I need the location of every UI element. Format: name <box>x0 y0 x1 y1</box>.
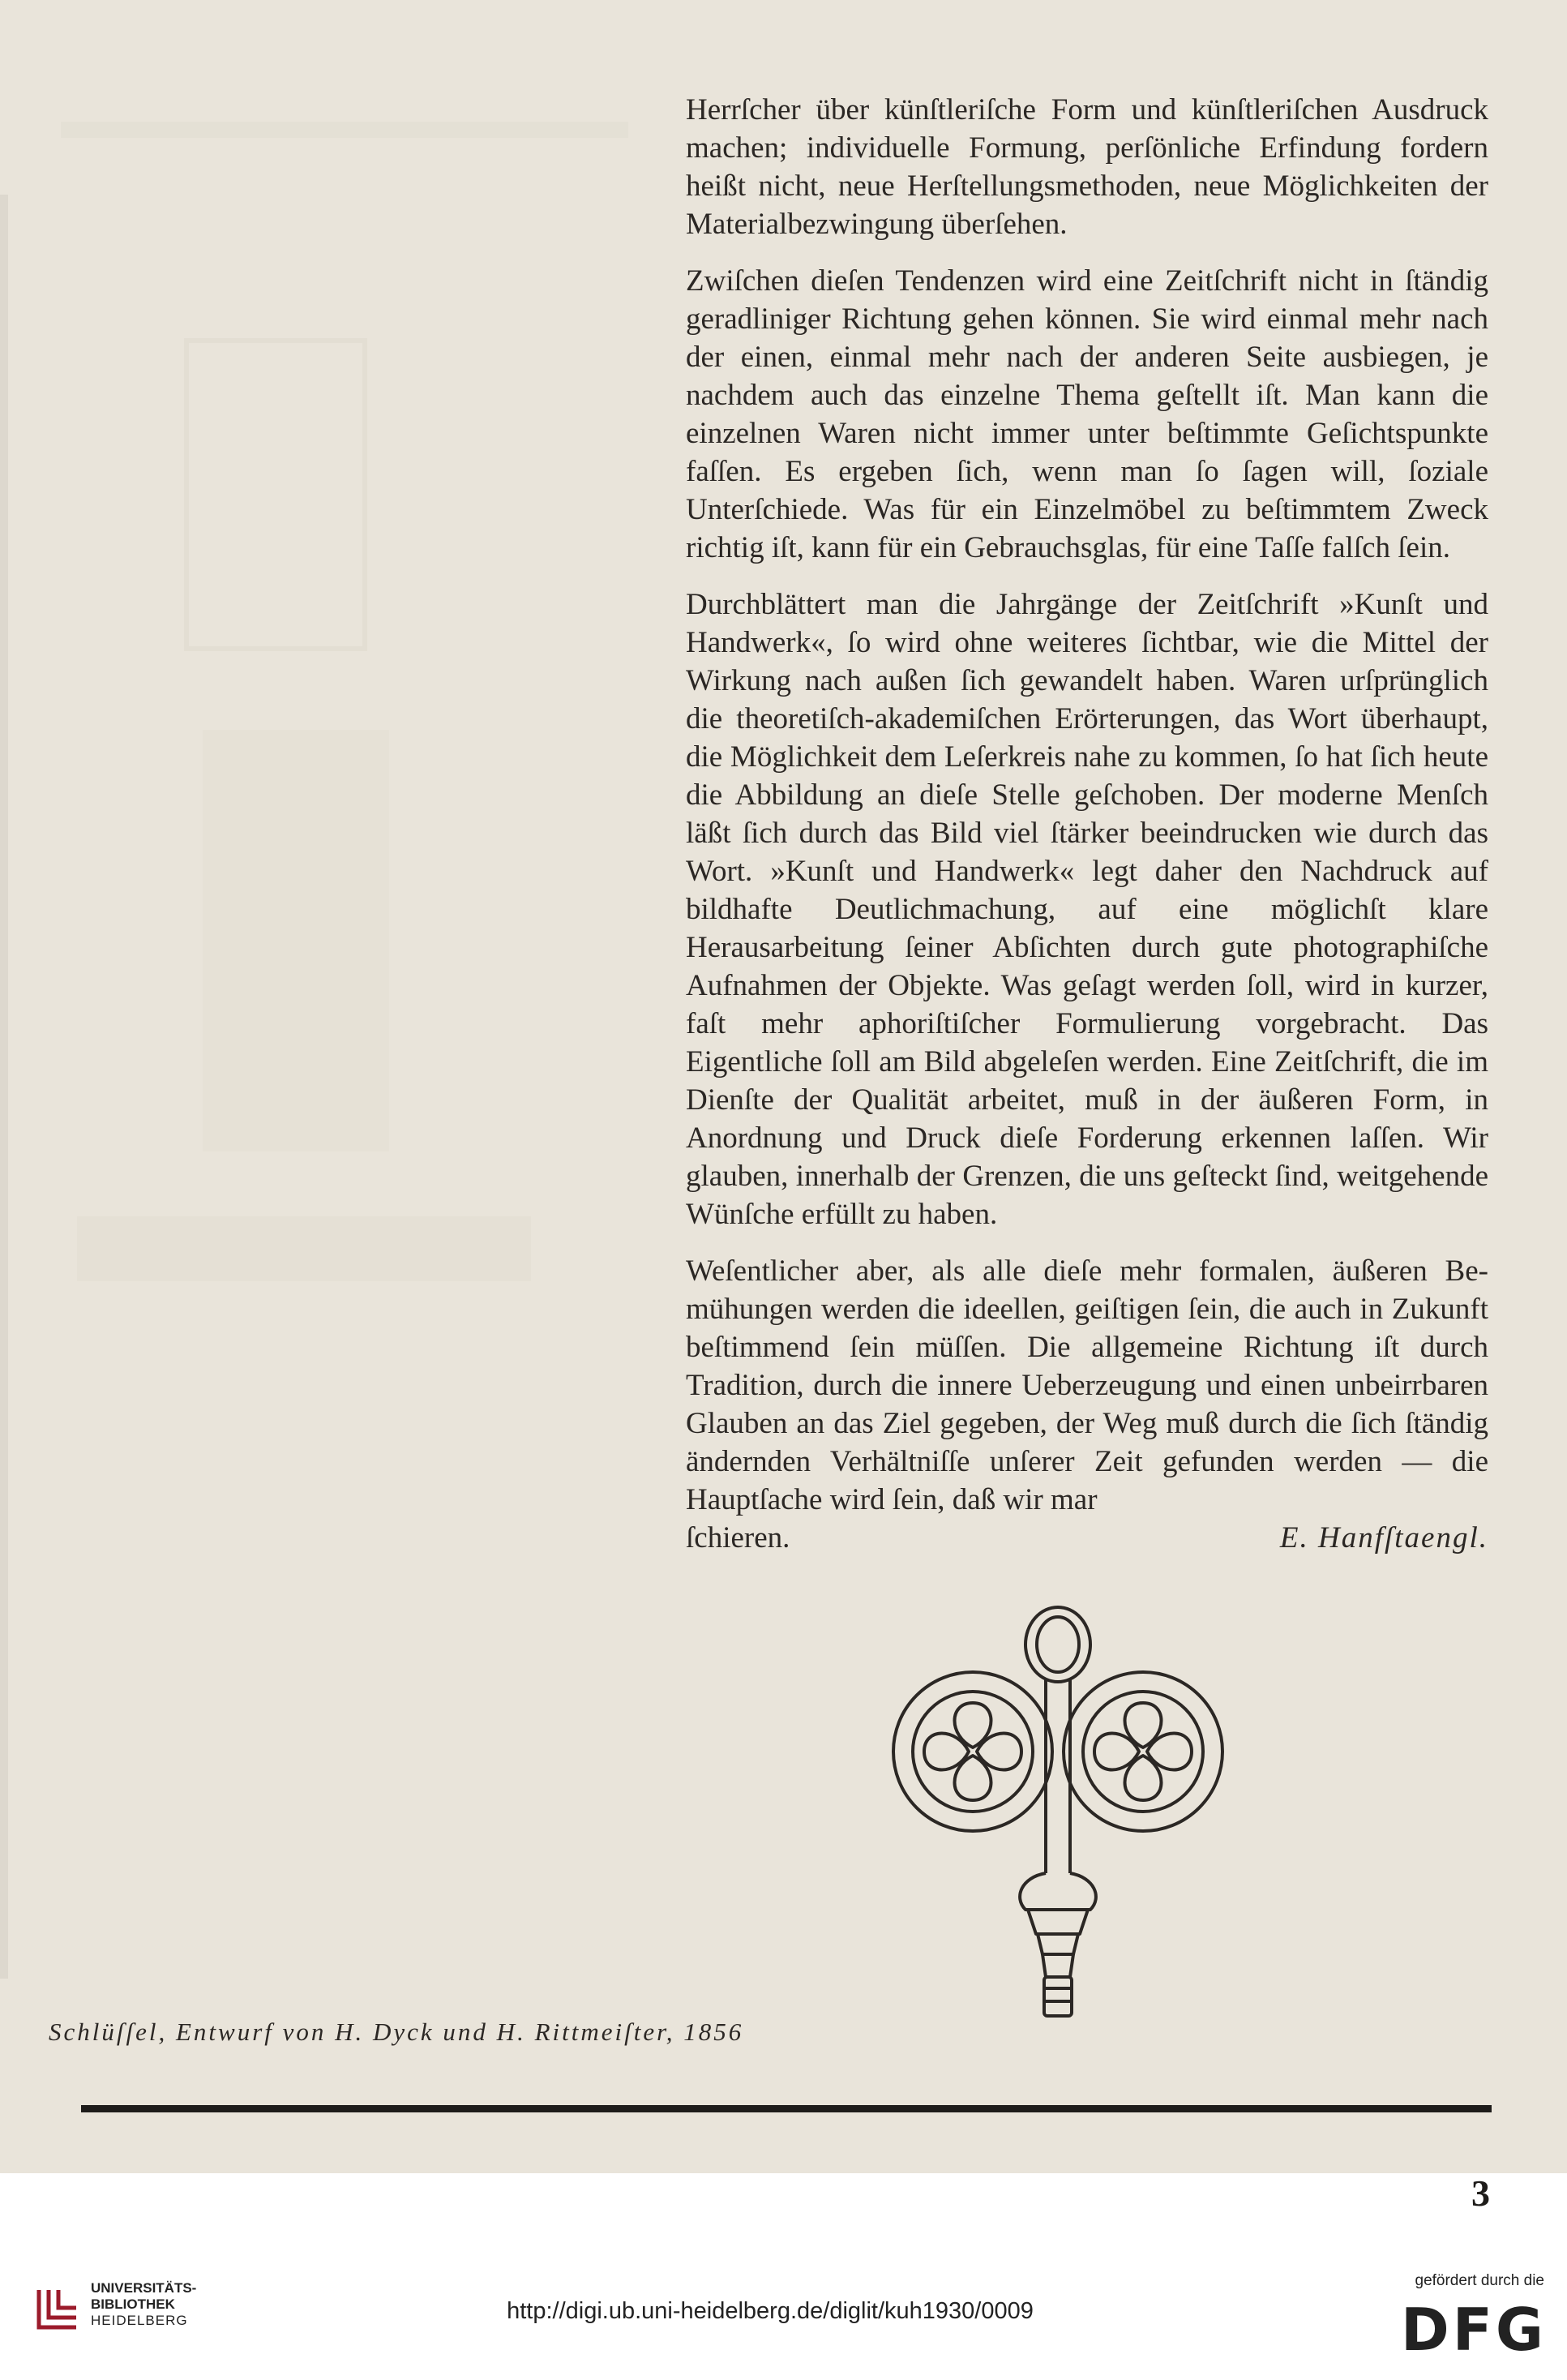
key-illustration <box>859 1606 1257 2027</box>
university-library-logo-icon <box>32 2284 83 2334</box>
article-paragraph: Zwiſchen dieſen Tendenzen wird eine Zeitſchrift nicht in ſtändig geradliniger Richtung gehen können. Sie wird einmal mehr nach der einen, einmal mehr nach der anderen Seite ausbiegen, je nachdem auch das einzelne Thema geſtellt iſt. Man kann die einzelnen Waren nicht immer unter beſtimmte Geſichtspunkte faſſen. Es ergeben ſich, wenn man ſo ſagen will, ſoziale Unterſchiede. Was für ein Einzelmöbel zu beſtimmtem Zweck richtig iſt, kann für ein Gebrauchsglas, für eine Taſſe falſch ſein. <box>686 264 1488 564</box>
author-signature: E. Hanfſtaengl. <box>1279 1521 1488 1555</box>
article-paragraph: Herrſcher über künſtleriſche Form und künſtleriſchen Ausdruck machen; individuelle Formung, perſönliche Erfindung fordern heißt nicht, neue Herſtellungsmethoden, neue Möglichkeiten der Materialbezwingung überſehen. <box>686 93 1488 241</box>
source-url-link[interactable]: http://digi.ub.uni-heidelberg.de/diglit/kuh1930/0009 <box>507 2298 1034 2324</box>
page-number: 3 <box>1471 2172 1490 2214</box>
article-paragraph: Durchblättert man die Jahrgänge der Zeitſchrift »Kunſt und Handwerk«, ſo wird ohne weiteres ſichtbar, wie die Mittel der Wirkung nach außen ſich gewandelt haben. Waren urſprünglich die theoretiſch-akademiſchen Erörterungen, das Wort überhaupt, die Möglichkeit dem Leſerkreis nahe zu kommen, ſo hat ſich heute die Abbildung an dieſe Stelle geſchoben. Der moderne Menſch läßt ſich durch das Bild viel ſtärker beeindrucken wie durch das Wort. »Kunſt und Handwerk« legt daher den Nachdruck auf bildhafte Deutlichmachung, auf eine möglichſt klare Herausarbeitung ſeiner Abſichten durch gute photographiſche Aufnahmen der Objekte. Was geſagt werden ſoll, wird in kurzer, faſt mehr aphoriſtiſcher Formulierung vorgebracht. Das Eigentliche ſoll am Bild abgeleſen werden. Eine Zeitſchrift, die im Dienſte der Qualität arbeitet, muß in der äußeren Form, in Anordnung und Druck dieſe Forderung erkennen laſſen. Wir glauben, innerhalb der Grenzen, die uns geſteckt ſind, weitgehende Wünſche erfüllt zu haben. <box>686 588 1488 1231</box>
article-column <box>686 91 1488 1557</box>
funding-note: gefördert durch die <box>1415 2272 1544 2289</box>
digitization-footer <box>0 2249 1567 2380</box>
closing-word: ſchieren. <box>686 1521 790 1555</box>
article-paragraph: Weſentlicher aber, als alle dieſe mehr formalen, äußeren Bemühungen werden die ideellen, geiſtigen ſein, die auch in Zukunft beſtimmend ſein müſſen. Die allgemeine Richtung iſt durch Tradition, durch die innere Ueberzeugung und einen unbeirrbaren Glauben an das Ziel gegeben, der Weg muß durch die ſich ſtändig ändernden Verhältniſſe unſerer Zeit gefunden werden — die Hauptſache wird ſein, daß wir mar <box>686 1254 1488 1516</box>
library-name-line: UNIVERSITÄTS- <box>91 2280 197 2296</box>
library-name-line: BIBLIOTHEK <box>91 2296 175 2312</box>
library-name <box>91 2280 253 2329</box>
article-signoff <box>686 1519 1488 1557</box>
figure-caption: Schlüſſel, Entwurf von H. Dyck und H. Rittmeiſter, 1856 <box>49 2018 744 2046</box>
dfg-logo: DFG <box>1400 2296 1547 2364</box>
library-name-line: HEIDELBERG <box>91 2313 188 2328</box>
horizontal-rule <box>81 2105 1492 2112</box>
